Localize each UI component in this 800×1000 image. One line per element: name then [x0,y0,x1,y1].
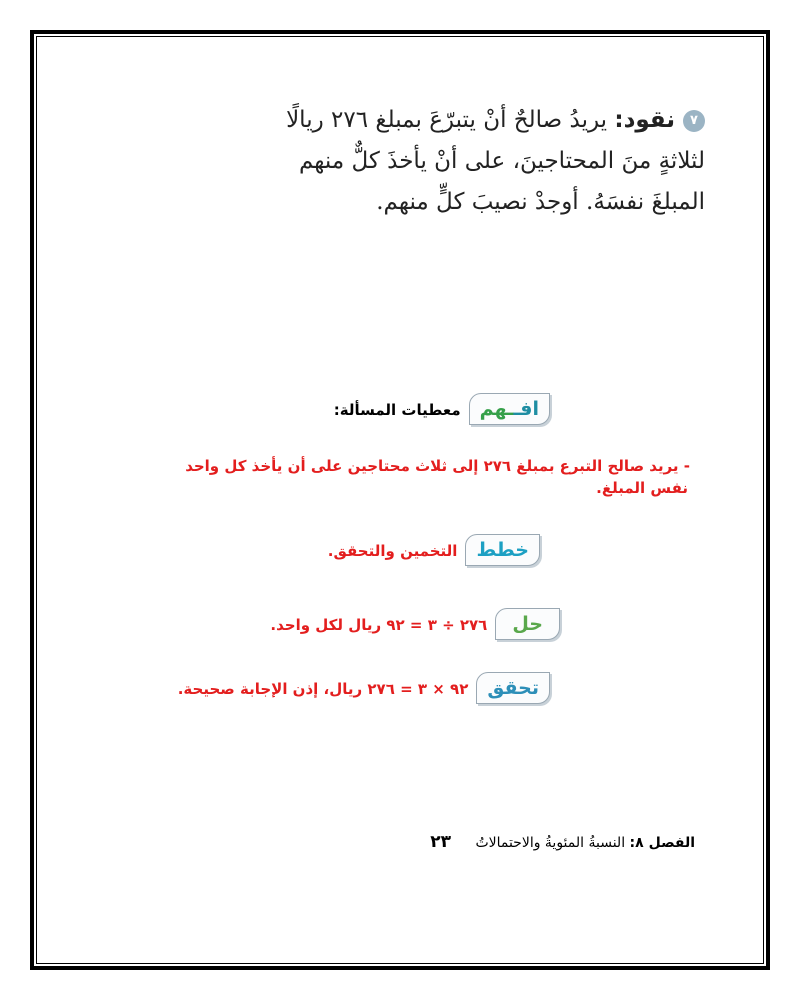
page-footer [430,832,695,852]
understand-answer-line-2: نفس المبلغ. [596,479,688,497]
understand-answer [110,455,690,499]
solve-badge: حل [495,608,560,640]
plan-badge: خطط [465,534,540,566]
understand-label: معطيات المسألة: [333,401,461,419]
understand-badge [469,393,550,425]
problem-keyword: نقود: [614,107,675,133]
page-number: ٢٣ [430,832,451,852]
step-solve [240,608,560,640]
problem-line-1 [145,100,705,141]
problem-line-3: المبلغَ نفسَهُ. أوجدْ نصيبَ كلٍّ منهم. [376,189,705,215]
step-plan [240,534,540,566]
question-number-badge: ٧ [683,110,705,132]
check-answer: ٩٢ × ٣ = ٢٧٦ ريال، إذن الإجابة صحيحة. [177,680,469,698]
understand-badge-part-a: افـ [513,398,539,420]
problem-text-1: يريدُ صالحٌ أنْ يتبرّعَ بمبلغ ٢٧٦ ريالًا [286,107,608,133]
plan-answer: التخمين والتحقق. [327,542,458,560]
problem-line-2: لثلاثةٍ منَ المحتاجينَ، على أنْ يأخذَ كلٌّ منهم [298,148,705,174]
understand-answer-line-1: - يريد صالح التبرع بمبلغ ٢٧٦ إلى ثلاث محتاجين على أن يأخذ كل واحد [185,457,690,475]
solve-answer: ٢٧٦ ÷ ٣ = ٩٢ ريال لكل واحد. [270,616,488,634]
step-check [130,672,550,704]
understand-badge-part-b: ـهم [479,398,514,420]
check-badge: تحقق [476,672,550,704]
step-understand [250,393,550,425]
footer-chapter: الفصل ٨: [629,835,695,851]
footer-title: النسبةُ المئويةُ والاحتمالاتُ [475,835,626,851]
problem-statement [145,100,705,223]
